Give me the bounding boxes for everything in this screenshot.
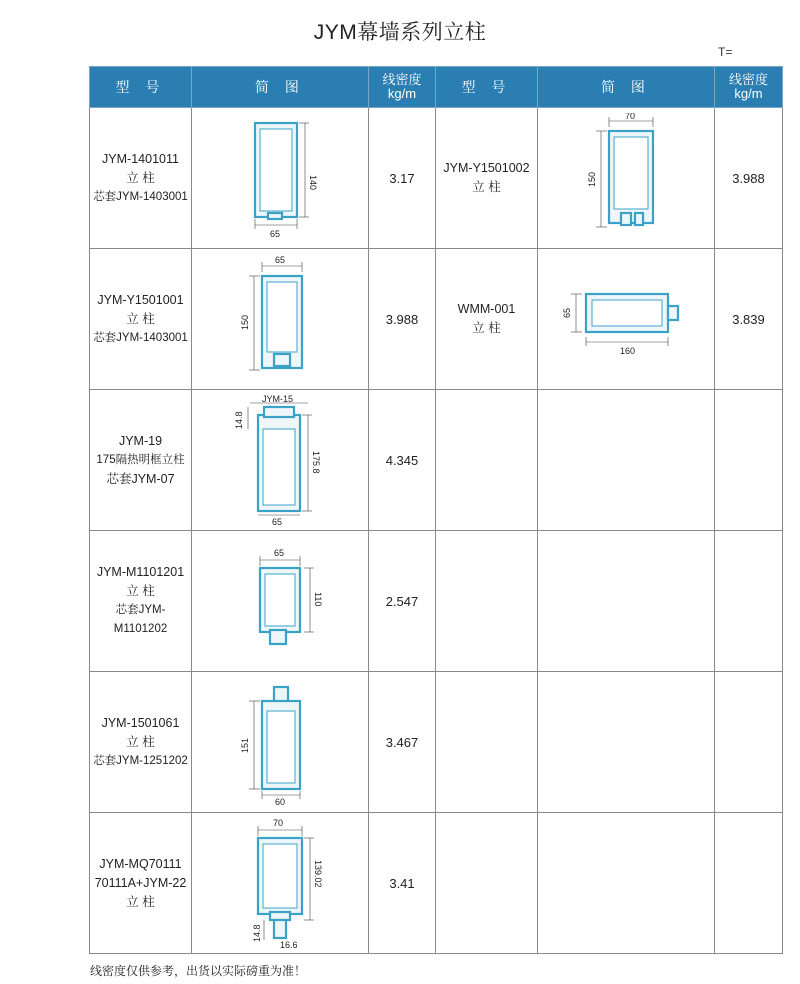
dim-side: 14.8: [252, 924, 262, 942]
empty-cell: [436, 531, 538, 672]
footer-note: 线密度仅供参考，出货以实际磅重为准！: [90, 964, 307, 978]
profile-diagram: [546, 254, 706, 384]
header-diagram-right: 简 图: [538, 67, 715, 108]
empty-cell: [715, 813, 783, 954]
header-model: 型 号: [90, 67, 192, 108]
empty-cell: [715, 531, 783, 672]
empty-cell: [538, 672, 715, 813]
profile-diagram: [210, 113, 350, 243]
diagram-cell: [192, 813, 369, 954]
model-cell: JYM-1401011 立 柱 芯套JYM-1403001: [90, 108, 192, 249]
model-cell: JYM-19 175隔热明框立柱 芯套JYM-07: [90, 390, 192, 531]
dim-height: 110: [313, 592, 323, 607]
diagram-cell: [192, 108, 369, 249]
density-value: 4.345: [369, 390, 436, 531]
dim-width: 160: [620, 346, 636, 356]
dim-width: 70: [273, 818, 284, 828]
dim-width: 65: [275, 255, 286, 265]
table-row: [90, 249, 783, 390]
dim-height: 65: [562, 307, 572, 318]
table-header-row: [90, 67, 783, 108]
dim-top-label: JYM-15: [262, 394, 294, 404]
dim-width: 65: [270, 229, 281, 239]
profile-diagram: [210, 393, 350, 527]
table-row: [90, 108, 783, 249]
density-value: 3.839: [715, 249, 783, 390]
dim-height: 140: [308, 175, 318, 191]
dim-height: 175.8: [311, 451, 321, 474]
empty-cell: [436, 672, 538, 813]
empty-cell: [436, 813, 538, 954]
table-row: [90, 531, 783, 672]
diagram-cell: [192, 531, 369, 672]
diagram-cell: [192, 390, 369, 531]
diagram-cell: [192, 672, 369, 813]
density-value: 3.988: [369, 249, 436, 390]
dim-height: 139.02: [313, 860, 323, 888]
dim-side: 14.8: [234, 411, 244, 429]
diagram-cell: [538, 249, 715, 390]
density-value: 3.988: [715, 108, 783, 249]
diagram-cell: [192, 249, 369, 390]
empty-cell: [538, 531, 715, 672]
profile-diagram: [551, 113, 701, 243]
model-cell: JYM-Y1501002 立 柱: [436, 108, 538, 249]
profile-diagram: [210, 677, 350, 807]
dim-width: 65: [272, 517, 283, 527]
empty-cell: [538, 390, 715, 531]
profile-diagram: [210, 536, 350, 666]
dim-bottom: 16.6: [280, 940, 298, 950]
model-cell: JYM-Y1501001 立 柱 芯套JYM-1403001: [90, 249, 192, 390]
header-density-right: 线密度 kg/m: [715, 67, 783, 108]
model-cell: JYM-1501061 立 柱 芯套JYM-1251202: [90, 672, 192, 813]
header-diagram: 简 图: [192, 67, 369, 108]
model-cell: WMM-001 立 柱: [436, 249, 538, 390]
header-density: 线密度 kg/m: [369, 67, 436, 108]
model-cell: JYM-MQ70111 70111A+JYM-22 立 柱: [90, 813, 192, 954]
empty-cell: [436, 390, 538, 531]
table-row: [90, 813, 783, 954]
model-cell: JYM-M1101201 立 柱 芯套JYM-M1101202: [90, 531, 192, 672]
empty-cell: [538, 813, 715, 954]
empty-cell: [715, 390, 783, 531]
t-mark: T=: [718, 45, 733, 59]
dim-height: 150: [240, 314, 250, 330]
header-model-right: 型 号: [436, 67, 538, 108]
density-value: 3.467: [369, 672, 436, 813]
profile-table: [89, 66, 783, 954]
dim-height: 150: [587, 171, 597, 187]
diagram-cell: [538, 108, 715, 249]
profile-diagram: [210, 254, 350, 384]
dim-width: 70: [625, 113, 636, 121]
density-value: 3.17: [369, 108, 436, 249]
profile-diagram: [210, 816, 350, 950]
dim-height: 151: [240, 737, 250, 753]
density-value: 3.41: [369, 813, 436, 954]
dim-width: 65: [274, 548, 285, 558]
empty-cell: [715, 672, 783, 813]
density-value: 2.547: [369, 531, 436, 672]
dim-width: 60: [275, 797, 286, 807]
table-row: [90, 672, 783, 813]
table-row: [90, 390, 783, 531]
page-title: JYM幕墙系列立柱: [313, 21, 487, 44]
